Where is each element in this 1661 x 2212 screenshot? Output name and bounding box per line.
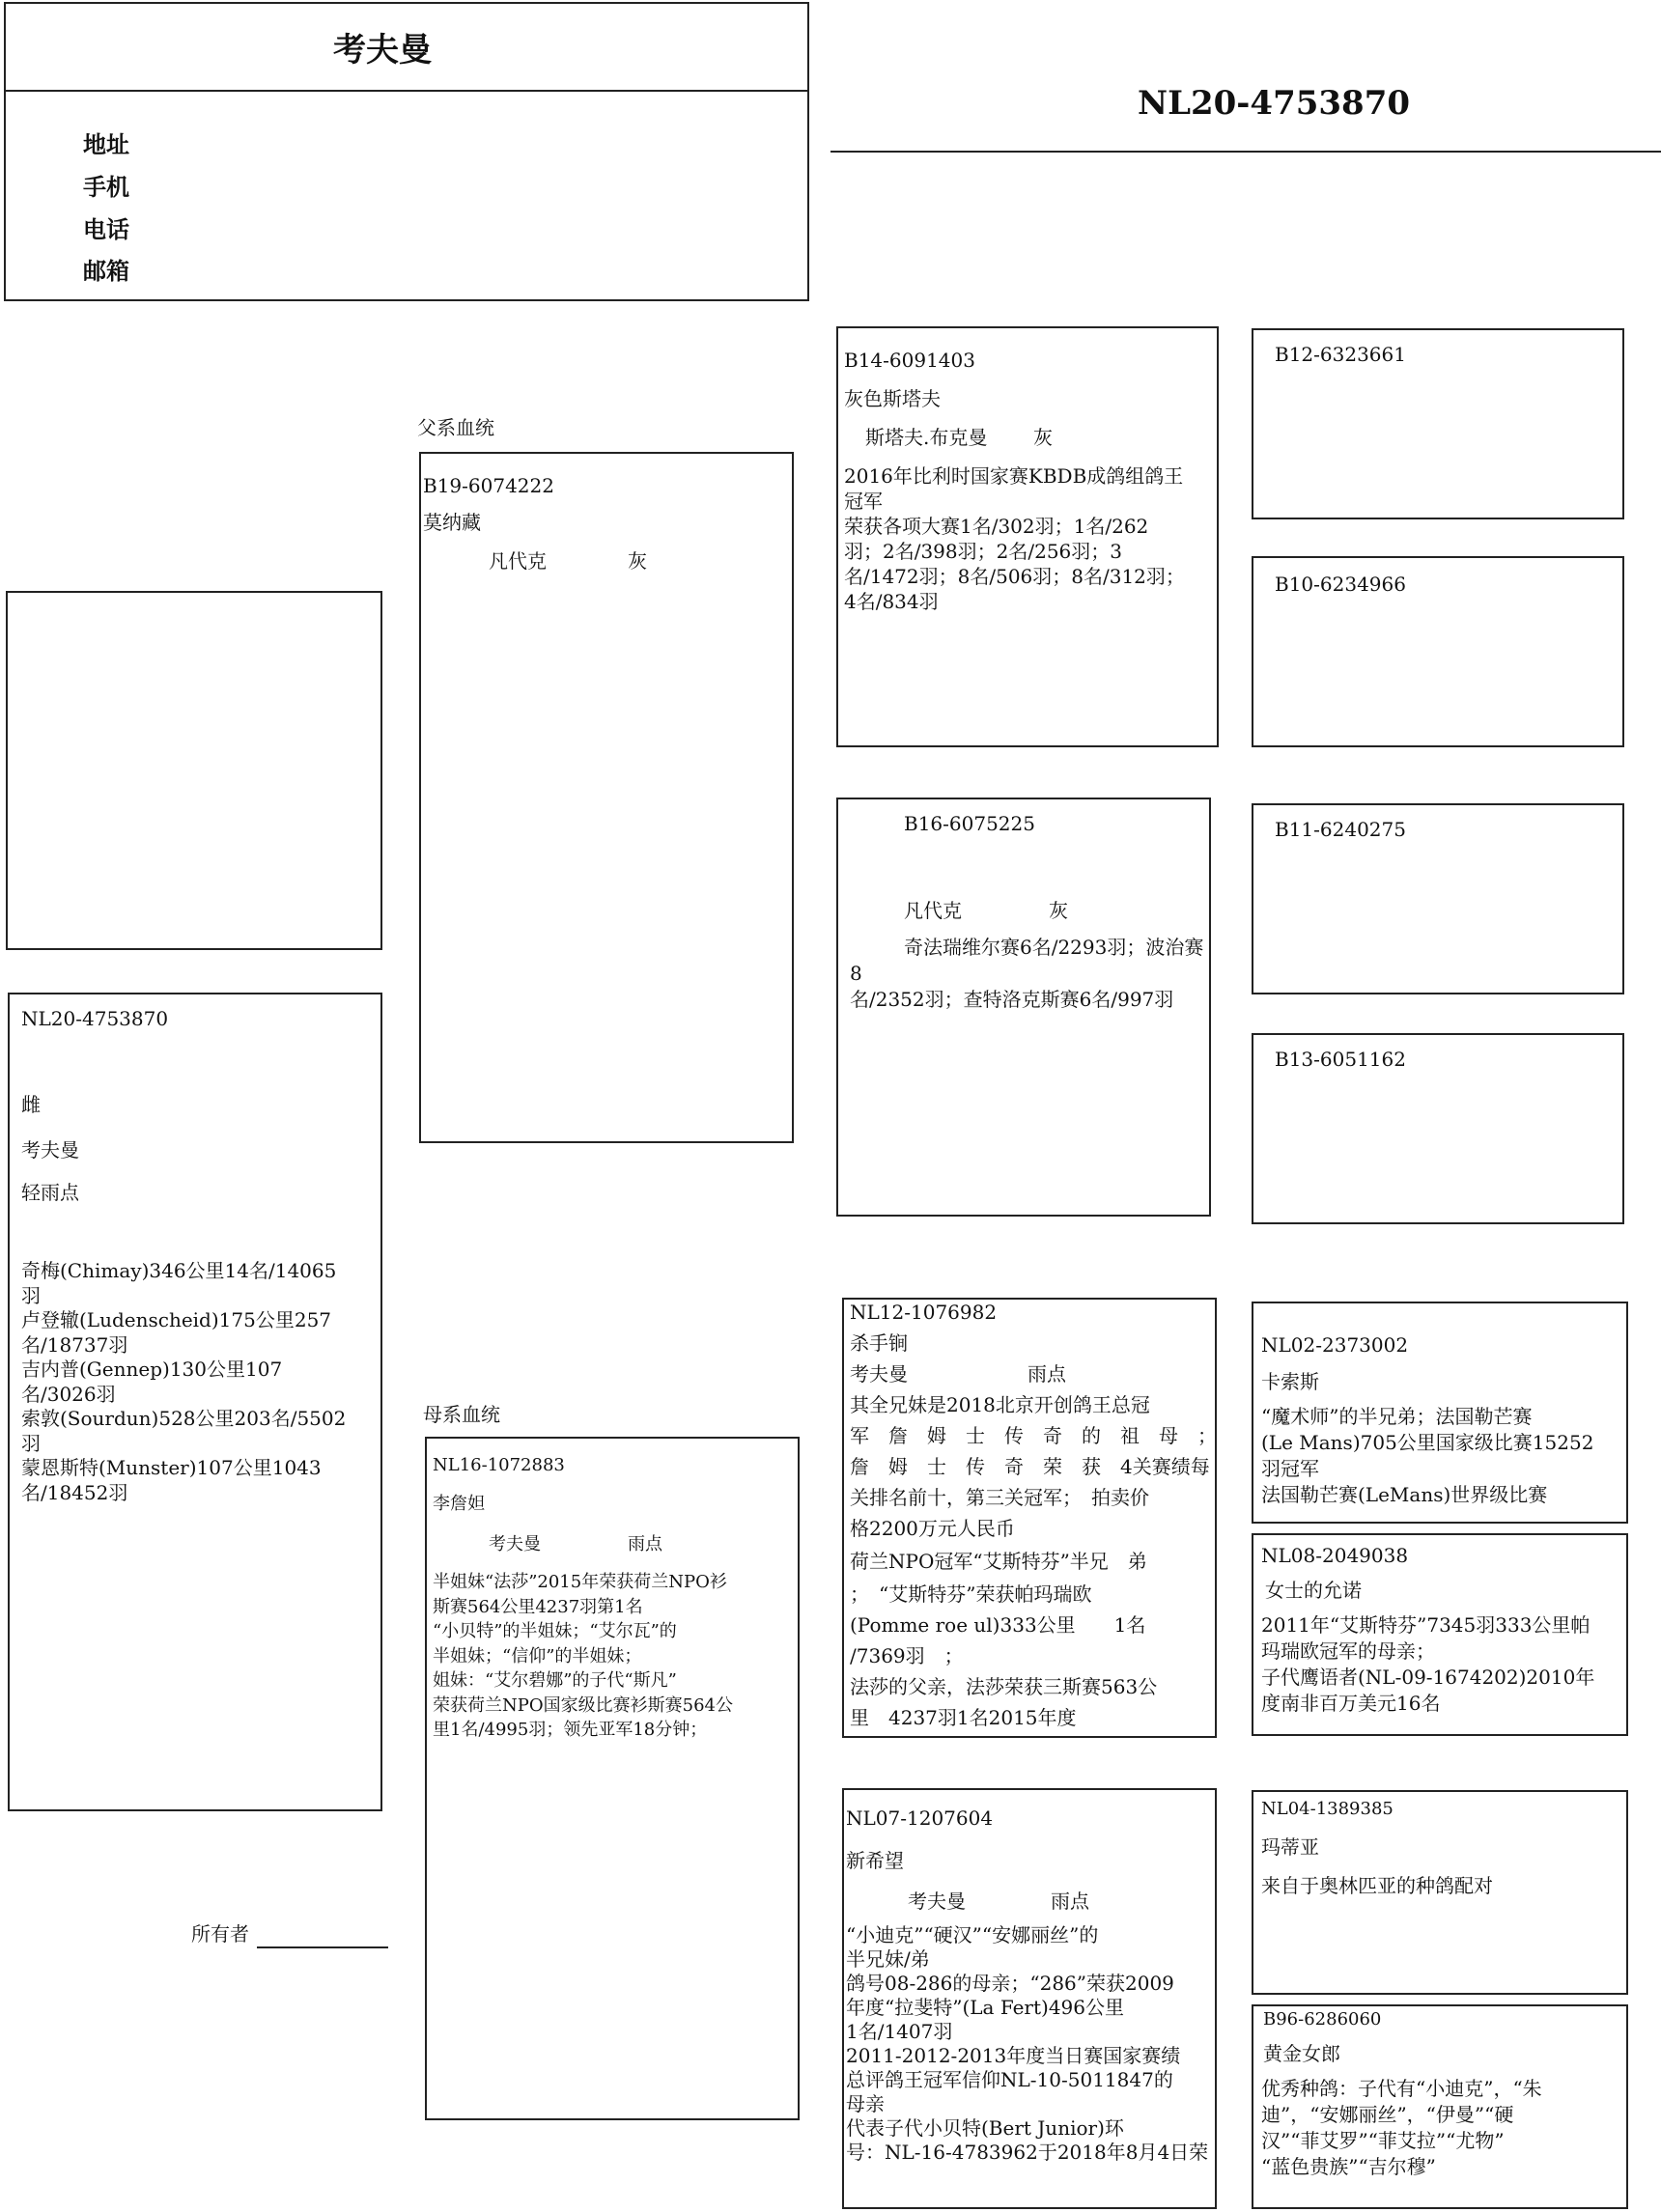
sd-dam-ring: B13-6051162 — [1275, 1048, 1406, 1071]
dam-ring: NL16-1072883 — [433, 1455, 565, 1475]
sire-name: 莫纳藏 — [423, 511, 481, 534]
subject-sex: 雌 — [21, 1093, 41, 1116]
mobile-label: 手机 — [83, 173, 129, 201]
subject-breeder: 考夫曼 — [21, 1138, 79, 1162]
sire-ring: B19-6074222 — [423, 474, 554, 497]
dd-sire-ring: NL04-1389385 — [1261, 1799, 1394, 1819]
ring-underline — [830, 151, 1661, 153]
dam-dam-breeder: 考夫曼 — [908, 1890, 966, 1913]
owner-name-title: 考夫曼 — [333, 31, 432, 70]
paternal-line-label: 父系血统 — [417, 416, 494, 439]
sire-color: 灰 — [628, 549, 647, 573]
dam-notes: 半姐妹“法莎”2015年荣获荷兰NPO衫 斯赛564公里4237羽第1名 “小贝特”的半姐妹；“艾尔瓦”的 半姐妹；“信仰”的半姐妹； 姐妹：“艾尔碧娜”的子代“斯凡” 荣获荷兰NPO国家级比赛衫斯赛564公 里1名/4995羽；领先亚军18分钟； — [433, 1572, 733, 1740]
dd-dam-notes: 优秀种鸽：子代有“小迪克”，“朱 迪”，“安娜丽丝”，“伊曼”“硬 汉”“菲艾罗”“菲艾拉”“尤物” “蓝色贵族”“吉尔穆” — [1261, 2077, 1542, 2178]
ds-sire-ring: NL02-2373002 — [1261, 1333, 1409, 1357]
dam-color: 雨点 — [628, 1534, 662, 1554]
sire-dam-breeder: 凡代克 — [904, 899, 962, 922]
ss-dam-ring: B10-6234966 — [1275, 573, 1406, 596]
dam-breeder: 考夫曼 — [489, 1534, 541, 1554]
dd-sire-notes: 来自于奥林匹亚的种鸽配对 — [1261, 1874, 1493, 1897]
subject-ring: NL20-4753870 — [21, 1007, 169, 1030]
ds-dam-name: 女士的允诺 — [1265, 1579, 1362, 1602]
sire-dam-ring: B16-6075225 — [904, 812, 1035, 835]
dam-sire-ring: NL12-1076982 — [850, 1301, 998, 1324]
dam-sire-notes-10: 法莎的父亲，法莎荣获三斯赛563公 — [850, 1675, 1158, 1698]
header-divider — [4, 90, 809, 92]
sire-sire-color: 灰 — [1033, 426, 1053, 449]
dam-sire-notes-9: /7369羽 ； — [850, 1644, 964, 1667]
sire-box — [419, 452, 794, 1143]
sd-sire-ring: B11-6240275 — [1275, 818, 1406, 841]
dam-sire-notes-4: 关排名前十，第三关冠军； 拍卖价 — [850, 1486, 1149, 1509]
ds-sire-name: 卡索斯 — [1261, 1370, 1319, 1393]
ds-dam-ring: NL08-2049038 — [1261, 1544, 1409, 1567]
dam-sire-notes-2: 军 詹 姆 士 传 奇 的 祖 母 ； — [850, 1424, 1217, 1447]
dd-dam-ring: B96-6286060 — [1263, 2009, 1382, 2030]
email-label: 邮箱 — [83, 257, 129, 285]
dam-sire-notes-1: 其全兄妹是2018北京开创鸽王总冠 — [850, 1393, 1150, 1416]
dam-sire-notes-8: (Pomme roe ul)333公里 1名 — [850, 1613, 1146, 1637]
sire-breeder: 凡代克 — [489, 549, 547, 573]
address-label: 地址 — [83, 130, 129, 158]
dd-dam-name: 黄金女郎 — [1263, 2042, 1340, 2065]
sire-dam-notes: 奇法瑞维尔赛6名/2293羽；波治赛8 名/2352羽；查特洛克斯赛6名/997羽 — [850, 936, 1204, 1011]
ss-sire-ring: B12-6323661 — [1275, 343, 1406, 366]
owner-label: 所有者 — [191, 1922, 249, 1946]
sire-sire-breeder: 斯塔夫.布克曼 — [865, 426, 988, 449]
dam-sire-notes-6: 荷兰NPO冠军“艾斯特芬”半兄 弟 — [850, 1550, 1147, 1573]
dam-dam-name: 新希望 — [846, 1849, 904, 1872]
dam-dam-color: 雨点 — [1051, 1890, 1089, 1913]
subject-color: 轻雨点 — [21, 1181, 79, 1204]
dam-dam-ring: NL07-1207604 — [846, 1806, 994, 1830]
sire-sire-notes: 2016年比利时国家赛KBDB成鸽组鸽王 冠军 荣获各项大赛1名/302羽；1名/262 羽；2名/398羽；2名/256羽；3 名/1472羽；8名/506羽；8名/312羽； 4名/834羽 — [844, 464, 1185, 613]
pedigree-ring-number: NL20-4753870 — [1138, 84, 1411, 123]
dam-sire-name: 杀手锏 — [850, 1331, 908, 1355]
dam-sire-notes-5: 格2200万元人民币 — [850, 1517, 1015, 1540]
sire-dam-color: 灰 — [1049, 899, 1068, 922]
photo-box — [6, 591, 382, 950]
phone-label: 电话 — [83, 215, 129, 243]
maternal-line-label: 母系血统 — [423, 1403, 500, 1426]
dam-name: 李詹妲 — [433, 1494, 485, 1514]
sire-sire-ring: B14-6091403 — [844, 349, 975, 372]
subject-results: 奇梅(Chimay)346公里14名/14065 羽 卢登辙(Ludenscheid)175公里257 名/18737羽 吉内普(Gennep)130公里107 名/3026羽 索敦(Sourdun)528公里203名/5502 羽 蒙恩斯特(Munster)107公里1043 名/18452羽 — [21, 1259, 347, 1504]
ds-sire-notes: “魔术师”的半兄弟；法国勒芒赛 (Le Mans)705公里国家级比赛15252 羽冠军 法国勒芒赛(LeMans)世界级比赛 — [1261, 1405, 1594, 1506]
owner-signature-line — [257, 1946, 388, 1948]
dam-sire-color: 雨点 — [1028, 1362, 1066, 1386]
dam-sire-notes-11: 里 4237羽1名2015年度 — [850, 1706, 1077, 1729]
sire-sire-name: 灰色斯塔夫 — [844, 387, 941, 410]
ds-dam-notes: 2011年“艾斯特芬”7345羽333公里帕 玛瑞欧冠军的母亲； 子代鹰语者(NL-09-1674202)2010年 度南非百万美元16名 — [1261, 1613, 1595, 1715]
dam-sire-breeder: 考夫曼 — [850, 1362, 908, 1386]
dam-dam-notes: “小迪克”“硬汉”“安娜丽丝”的 半兄妹/弟 鸽号08-286的母亲；“286”荣获2009 年度“拉斐特”(La Fert)496公里 1名/1407羽 2011-2012-2013年度当日赛国家赛绩 总评鸽王冠军信仰NL-10-5011847的 母亲 代表子代小贝特(Bert Junior)环 号：NL-16-4783962于2018年8月4日荣 — [846, 1923, 1209, 2164]
dd-sire-name: 玛蒂亚 — [1261, 1835, 1319, 1859]
dam-sire-notes-7: ； “艾斯特芬”荣获帕玛瑞欧 — [850, 1582, 1092, 1606]
dam-sire-notes-3: 詹 姆 士 传 奇 荣 获 4关赛绩每 — [850, 1455, 1210, 1478]
dam-box — [425, 1437, 800, 2120]
